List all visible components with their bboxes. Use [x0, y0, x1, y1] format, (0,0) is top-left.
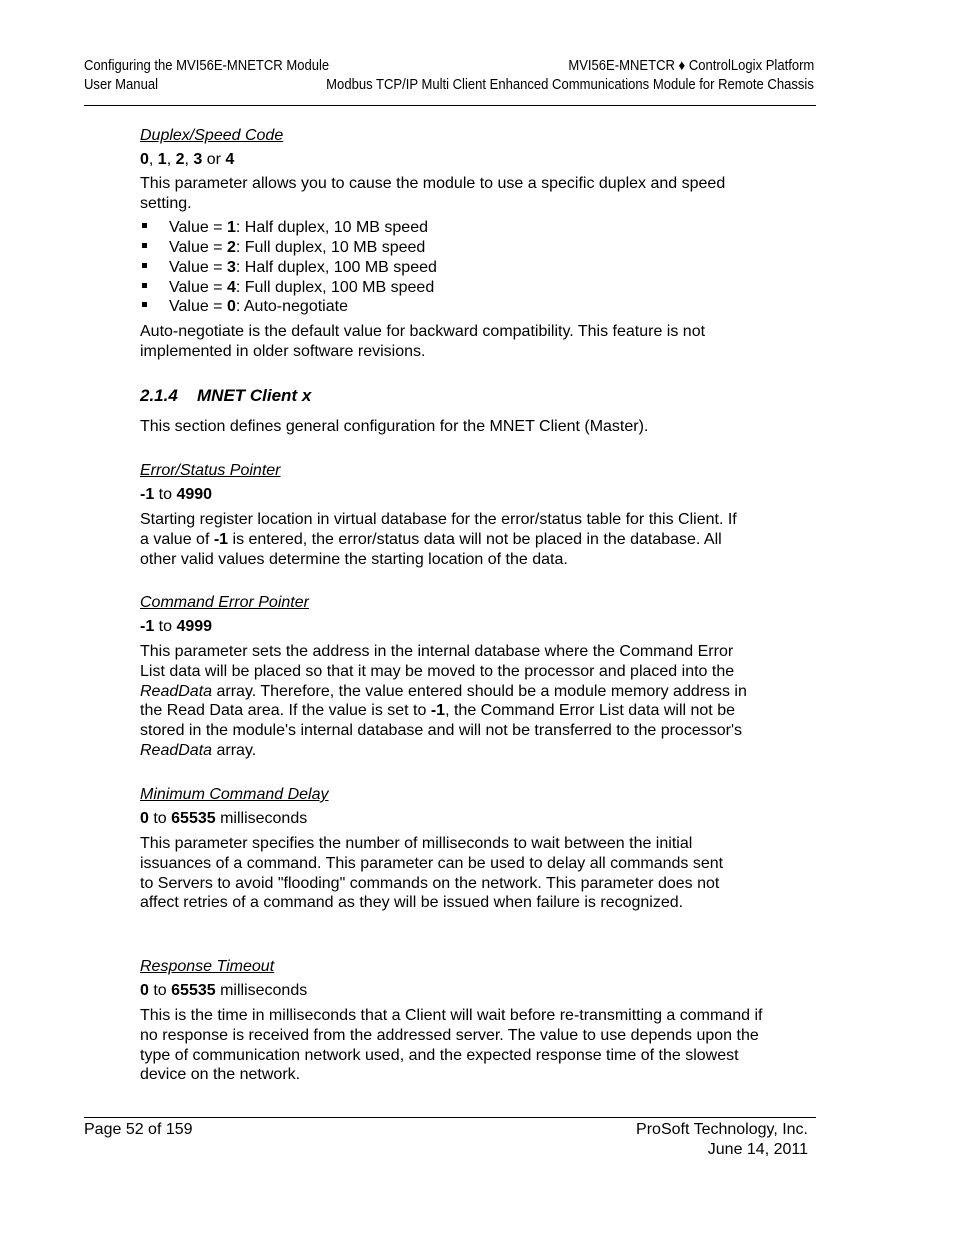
- header-doc-type: User Manual: [84, 77, 158, 93]
- header-doc-title: Configuring the MVI56E-MNETCR Module: [84, 58, 330, 74]
- footer-company: ProSoft Technology, Inc.: [636, 1121, 808, 1138]
- duplex-note: Auto-negotiate is the default value for backward compatibility. This feature is not implemented in older software revisions.: [140, 323, 706, 360]
- error-status-range: -1 to 4990: [140, 486, 213, 503]
- response-timeout-caption: Response Timeout: [140, 958, 275, 975]
- duplex-caption: Duplex/Speed Code: [140, 127, 284, 144]
- command-error-caption: Command Error Pointer: [140, 594, 309, 611]
- footer-date: June 14, 2011: [707, 1141, 808, 1158]
- bullet-icon: [142, 283, 147, 288]
- section-heading: 2.1.4 MNET Client x: [140, 386, 312, 405]
- page-number: Page 52 of 159: [84, 1121, 193, 1138]
- bullet-icon: [142, 302, 147, 307]
- response-timeout-range: 0 to 65535 milliseconds: [140, 982, 308, 999]
- section-intro: This section defines general configuration for the MNET Client (Master).: [140, 418, 649, 435]
- header-product: MVI56E-MNETCR ♦ ControlLogix Platform: [568, 58, 814, 74]
- bullet-icon: [142, 223, 147, 228]
- min-delay-caption: Minimum Command Delay: [140, 786, 329, 803]
- duplex-description: This parameter allows you to cause the module to use a specific duplex and speed setting.: [140, 175, 726, 212]
- response-timeout-description: This is the time in milliseconds that a Client will wait before re-transmitting a command if no response is received from the addressed server. The value to use depends upon the type of communication network used, and the expected response time of the slowest device on the network.: [140, 1007, 763, 1084]
- list-item: Value = 4: Full duplex, 100 MB speed: [140, 278, 434, 298]
- command-error-range: -1 to 4999: [140, 618, 213, 635]
- error-status-description: Starting register location in virtual database for the error/status table for this Client. If a value of -1 is entered, the error/status data will not be placed in the database. All other valid values determine the starting location of the data.: [140, 511, 737, 568]
- list-item: Value = 0: Auto-negotiate: [140, 297, 348, 317]
- min-delay-description: This parameter specifies the number of milliseconds to wait between the initial issuances of a command. This parameter can be used to delay all commands sent to Servers to avoid "flooding" commands on the network. This parameter does not affect retries of a command as they will be issued when failure is recognized.: [140, 835, 724, 912]
- duplex-range: 0, 1, 2, 3 or 4: [140, 151, 235, 168]
- bullet-icon: [142, 263, 147, 268]
- header-product-desc: Modbus TCP/IP Multi Client Enhanced Communications Module for Remote Chassis: [326, 77, 814, 93]
- min-delay-range: 0 to 65535 milliseconds: [140, 810, 308, 827]
- list-item: Value = 3: Half duplex, 100 MB speed: [140, 258, 437, 278]
- error-status-caption: Error/Status Pointer: [140, 462, 281, 479]
- list-item: Value = 1: Half duplex, 10 MB speed: [140, 218, 428, 238]
- header-rule: [84, 105, 816, 106]
- footer-rule: [84, 1117, 816, 1118]
- list-item: Value = 2: Full duplex, 10 MB speed: [140, 238, 425, 258]
- command-error-description: This parameter sets the address in the internal database where the Command Error List data will be placed so that it may be moved to the processor and placed into the ReadData array. Therefore, the value entered should be a module memory address in the Read Data area. If the value is set to -1, the Command Error List data will not be stored in the module's internal database and will not be transferred to the processor's ReadData array.: [140, 643, 747, 759]
- bullet-icon: [142, 243, 147, 248]
